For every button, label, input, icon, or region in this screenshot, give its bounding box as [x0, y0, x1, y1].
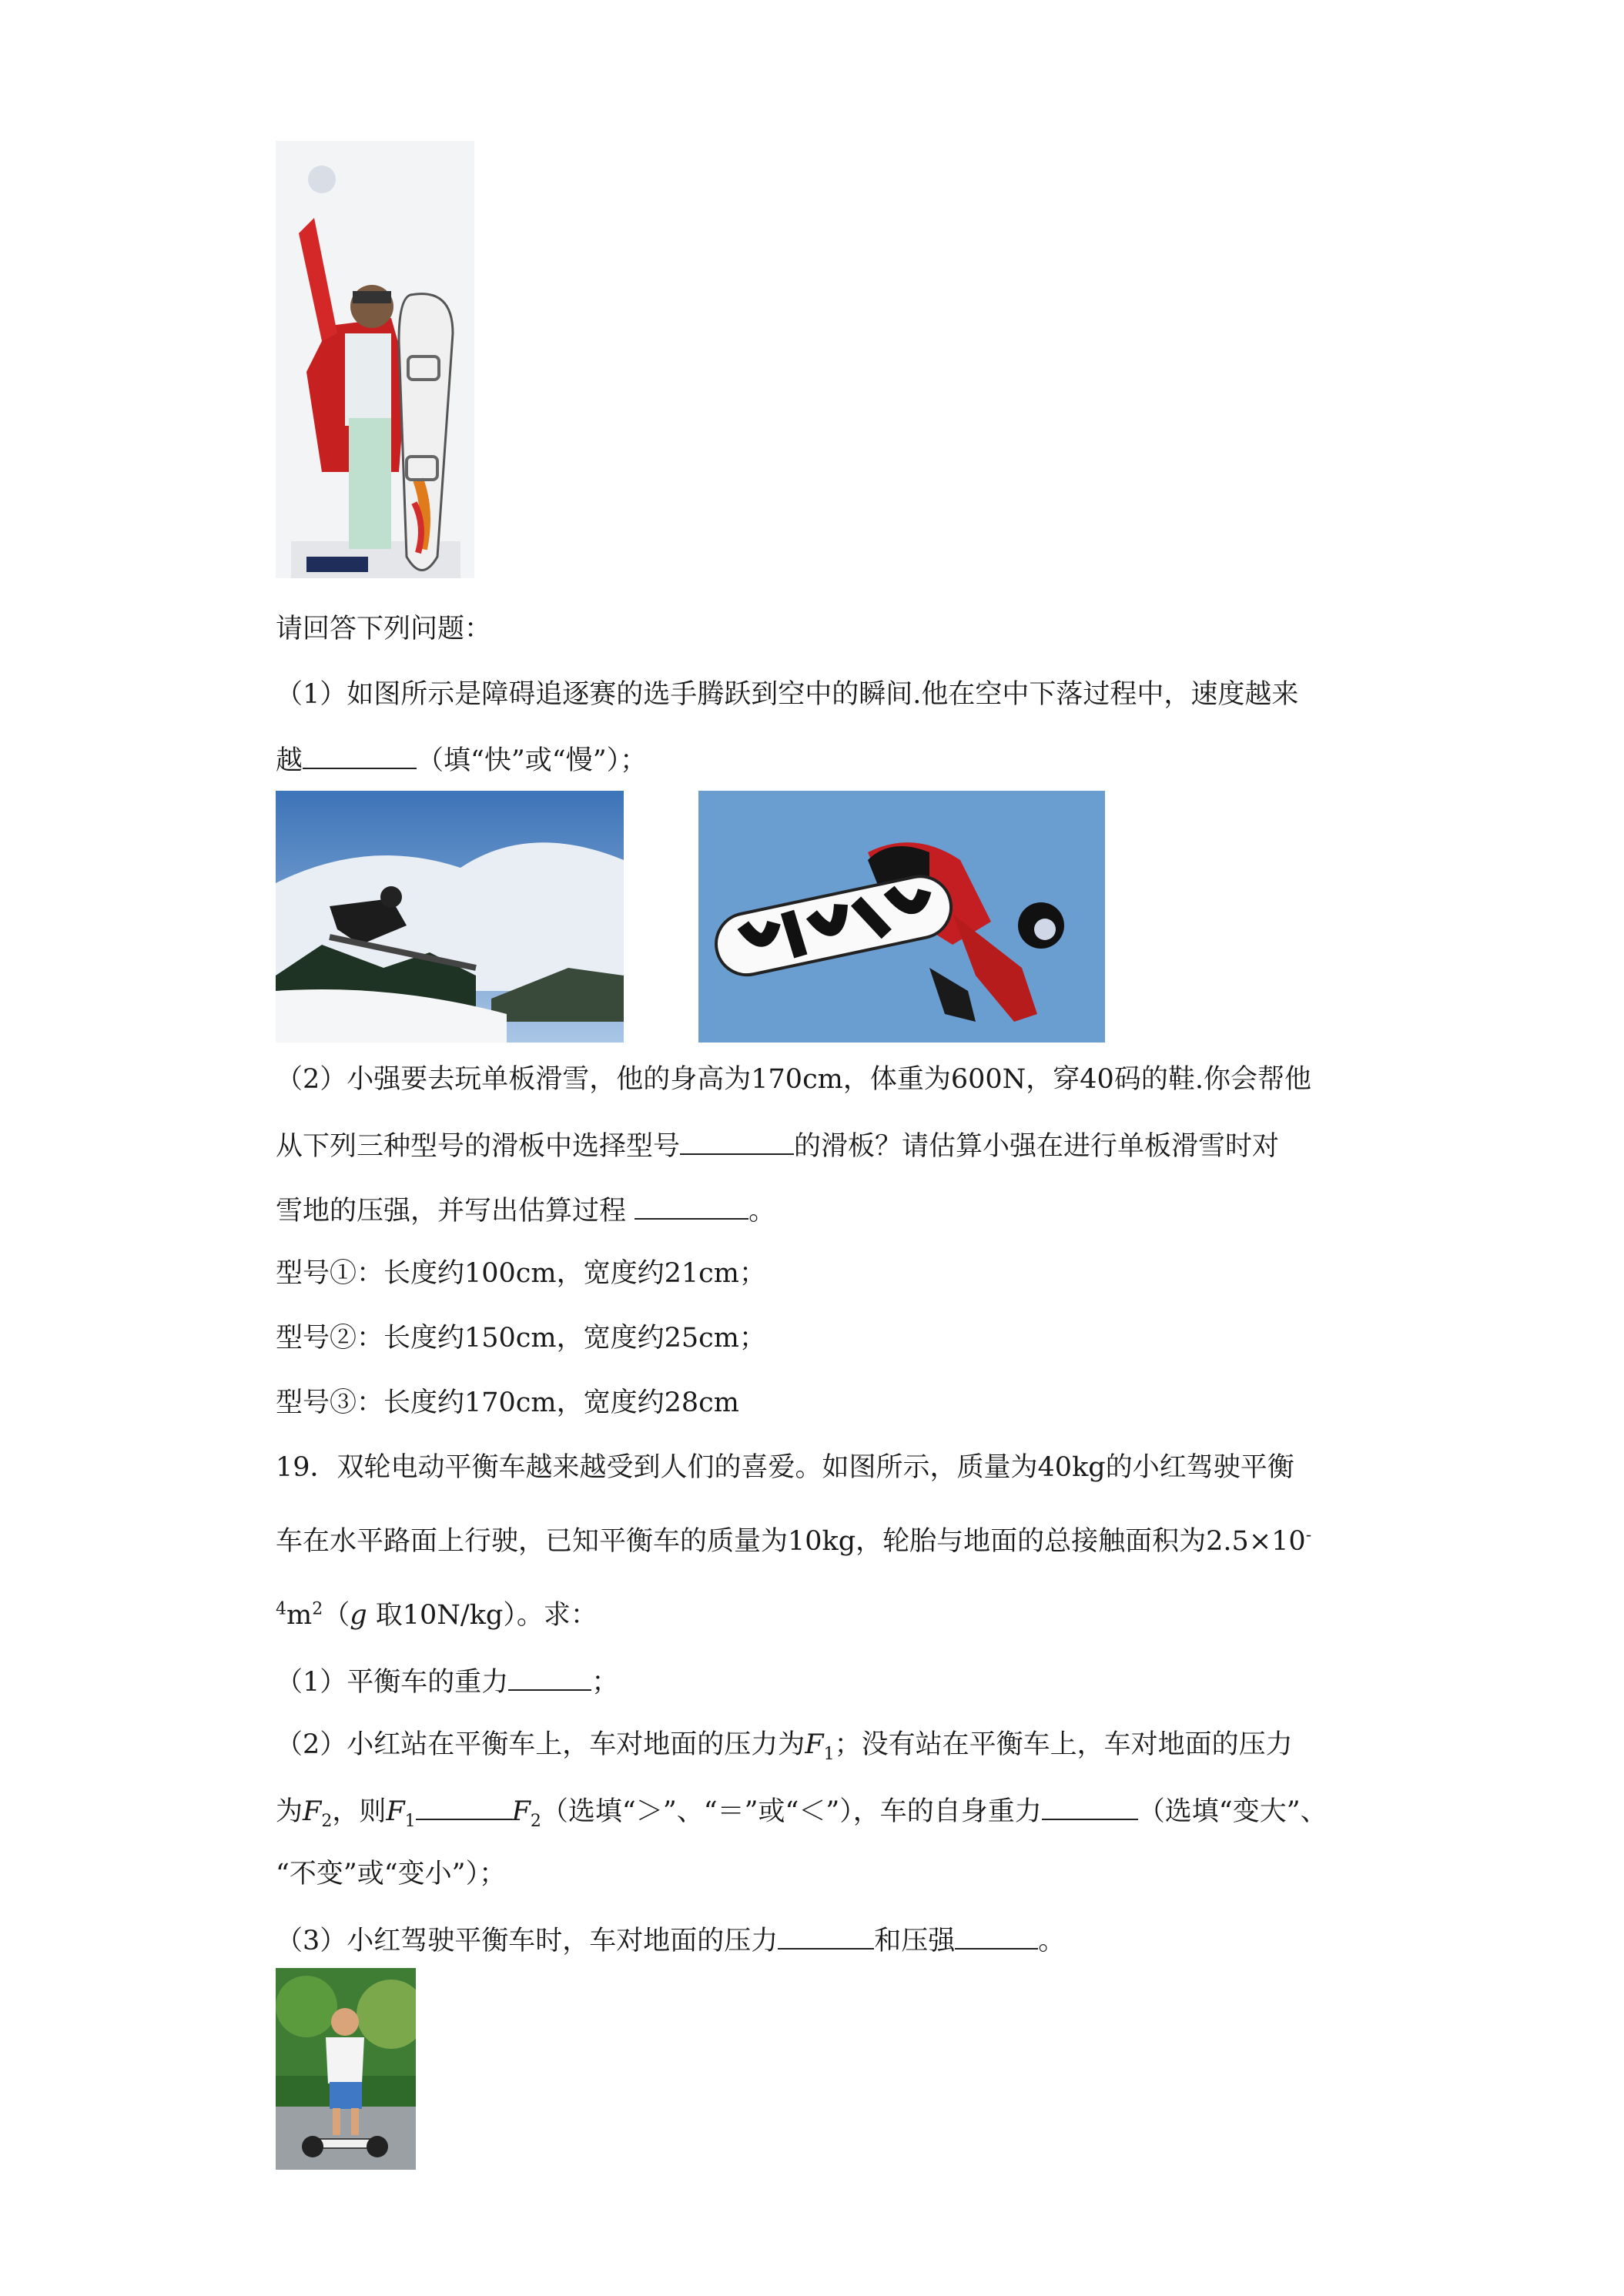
text: （	[323, 1600, 350, 1631]
answer-blank[interactable]	[955, 1922, 1038, 1950]
text: （选填“＞”、“＝”或“＜”），车的自身重力	[541, 1796, 1042, 1827]
q19-sub2-line1	[276, 1728, 1293, 1762]
symbol-F: F	[386, 1796, 405, 1827]
text: m	[286, 1600, 313, 1631]
symbol-g: g	[350, 1600, 367, 1631]
q19-sub2-line2	[276, 1792, 1328, 1829]
answer-blank[interactable]	[635, 1192, 748, 1220]
q18-part2-line2	[276, 1127, 1279, 1163]
text: （1）平衡车的重力	[276, 1667, 509, 1698]
exponent: 4	[276, 1599, 286, 1619]
model-3: 型号③：长度约170cm，宽度约28cm	[276, 1387, 739, 1418]
subscript: 2	[530, 1812, 541, 1831]
exponent: 2	[312, 1599, 323, 1619]
exponent-sign: -	[1305, 1525, 1312, 1545]
photo-snowboarder-inverted	[698, 791, 1105, 1043]
photo-girl-balance-scooter	[276, 1968, 416, 2170]
text: （3）小红驾驶平衡车时，车对地面的压力	[276, 1926, 779, 1956]
text: （填“快”或“慢”）；	[417, 745, 648, 776]
answer-blank[interactable]	[778, 1922, 874, 1950]
answer-blank[interactable]	[303, 741, 417, 769]
photo-snowboarder-jump	[276, 791, 624, 1043]
q18-part1-line1: （1）如图所示是障碍追逐赛的选手腾跃到空中的瞬间.他在空中下落过程中，速度越来	[276, 679, 1299, 710]
text: ；	[591, 1667, 619, 1698]
subscript: 1	[404, 1812, 416, 1831]
answer-blank[interactable]	[680, 1127, 794, 1155]
q19-sub2-line3: “不变”或“变小”）；	[276, 1859, 507, 1889]
intro-text: 请回答下列问题：	[276, 614, 492, 644]
model-2: 型号②：长度约150cm，宽度约25cm；	[276, 1323, 766, 1354]
q18-part2-line3	[276, 1192, 775, 1228]
text: 越	[276, 745, 303, 776]
text: 车在水平路面上行驶，已知平衡车的质量为10kg，轮胎与地面的总接触面积为2.5×10	[276, 1526, 1306, 1557]
q19-line1: 19．双轮电动平衡车越来越受到人们的喜爱。如图所示，质量为40kg的小红驾驶平衡	[276, 1452, 1294, 1483]
text: 取10N/kg）。求：	[367, 1600, 598, 1631]
symbol-F: F	[303, 1796, 322, 1827]
q19-line3	[276, 1598, 598, 1632]
answer-blank[interactable]	[416, 1792, 512, 1820]
q19-line2	[276, 1525, 1311, 1558]
q18-part1-line2	[276, 741, 647, 778]
photo-snowboarder-holding-board	[276, 141, 474, 578]
text: 的滑板？请估算小强在进行单板滑雪时对	[794, 1131, 1280, 1162]
text: （选填“变大”、	[1137, 1796, 1328, 1827]
text: （2）小红站在平衡车上，车对地面的压力为	[276, 1729, 805, 1760]
q19-sub1	[276, 1663, 618, 1699]
symbol-F: F	[805, 1729, 824, 1760]
text: 和压强	[874, 1926, 956, 1956]
text: 为	[276, 1796, 303, 1827]
text: 。	[1038, 1926, 1066, 1956]
text: ，则	[332, 1796, 387, 1827]
q18-part2-line1: （2）小强要去玩单板滑雪，他的身高为170cm，体重为600N，穿40码的鞋.你会帮他	[276, 1064, 1311, 1095]
answer-blank[interactable]	[508, 1663, 591, 1691]
model-1: 型号①：长度约100cm，宽度约21cm；	[276, 1258, 766, 1289]
text: 从下列三种型号的滑板中选择型号	[276, 1131, 681, 1162]
subscript: 2	[321, 1812, 333, 1831]
text: 雪地的压强，并写出估算过程	[276, 1196, 635, 1227]
text: ；没有站在平衡车上，车对地面的压力	[834, 1729, 1293, 1760]
text: 。	[748, 1196, 776, 1227]
answer-blank[interactable]	[1042, 1792, 1138, 1820]
subscript: 1	[823, 1745, 835, 1764]
q19-sub3	[276, 1922, 1065, 1958]
symbol-F: F	[511, 1796, 531, 1827]
